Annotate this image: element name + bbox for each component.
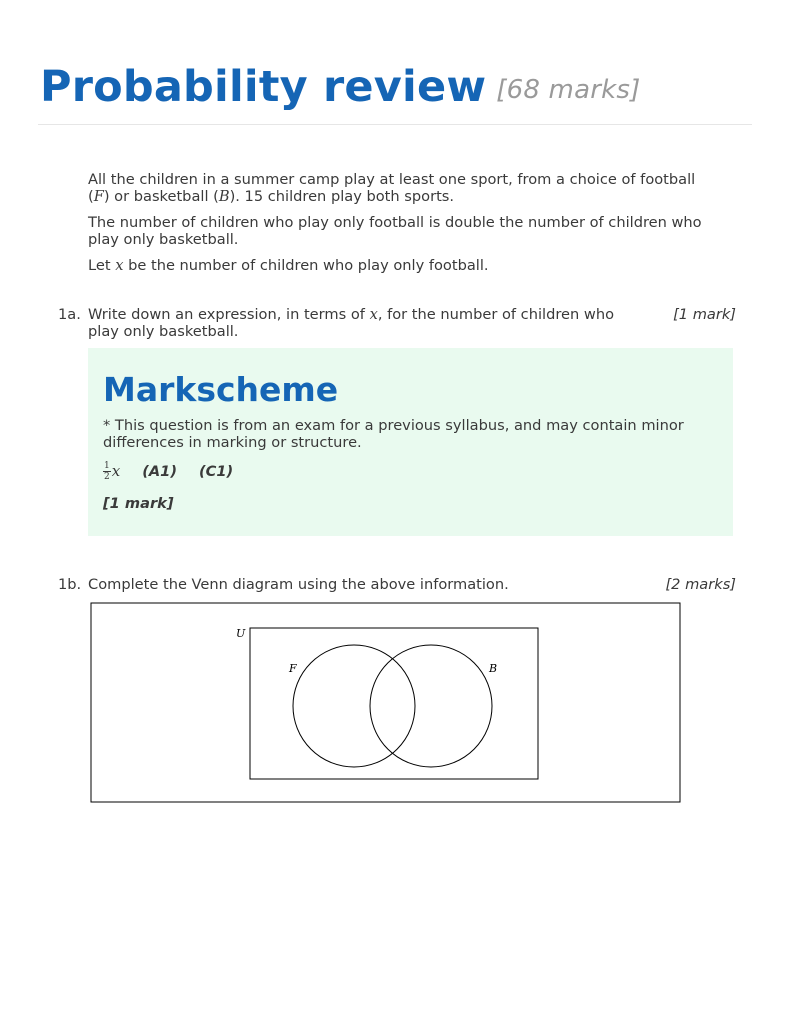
question-marks: [1 mark] — [673, 306, 736, 323]
intro-text: be the number of children who play only football. — [123, 257, 489, 274]
question-text-part: Write down an expression, in terms of — [88, 306, 370, 323]
total-marks: [68 marks] — [496, 75, 641, 105]
question-number: 1a. — [58, 306, 81, 323]
intro-text: Let — [88, 257, 116, 274]
markscheme-answer — [103, 461, 233, 482]
page-title — [40, 62, 640, 112]
fraction-numerator: 1 — [104, 461, 110, 471]
markscheme-note: * This question is from an exam for a previous syllabus, and may contain minor differences in marking or structure. — [103, 417, 684, 451]
fraction-denominator: 2 — [104, 472, 110, 482]
page-title-text: Probability review — [40, 62, 487, 112]
intro-text: All the children in a summer camp play at least one sport, from a choice of football ( — [88, 171, 696, 205]
math-var-x: x — [369, 306, 378, 323]
markscheme-total: [1 mark] — [103, 495, 174, 512]
mark-code-a1: (A1) — [142, 462, 177, 480]
venn-diagram — [90, 602, 682, 804]
markscheme-box — [88, 348, 733, 536]
markscheme-heading: Markscheme — [103, 370, 339, 409]
question-number: 1b. — [58, 576, 82, 593]
math-var-x: x — [115, 257, 124, 274]
intro-text: ) or basketball ( — [103, 188, 219, 205]
question-text: Complete the Venn diagram using the above information. — [88, 576, 509, 593]
math-var-x: x — [111, 461, 121, 480]
fraction — [103, 461, 111, 482]
question-marks: [2 marks] — [665, 576, 736, 593]
set-f-label: F — [289, 662, 297, 675]
intro-text: ). 15 children play both sports. — [229, 188, 455, 205]
universal-label: U — [236, 627, 246, 640]
math-var-f: F — [93, 188, 104, 205]
question-text — [88, 306, 648, 340]
question-intro — [88, 171, 718, 283]
intro-paragraph-1 — [88, 171, 718, 205]
venn-frame — [91, 603, 680, 802]
question-text-part: , for the number of children who play only basketball. — [88, 306, 614, 340]
set-b-label: B — [489, 662, 498, 675]
math-var-b: B — [218, 188, 230, 205]
title-divider — [38, 124, 752, 125]
intro-paragraph-3 — [88, 257, 718, 274]
intro-paragraph-2: The number of children who play only football is double the number of children who play only basketball. — [88, 214, 702, 248]
mark-code-c1: (C1) — [199, 462, 234, 480]
